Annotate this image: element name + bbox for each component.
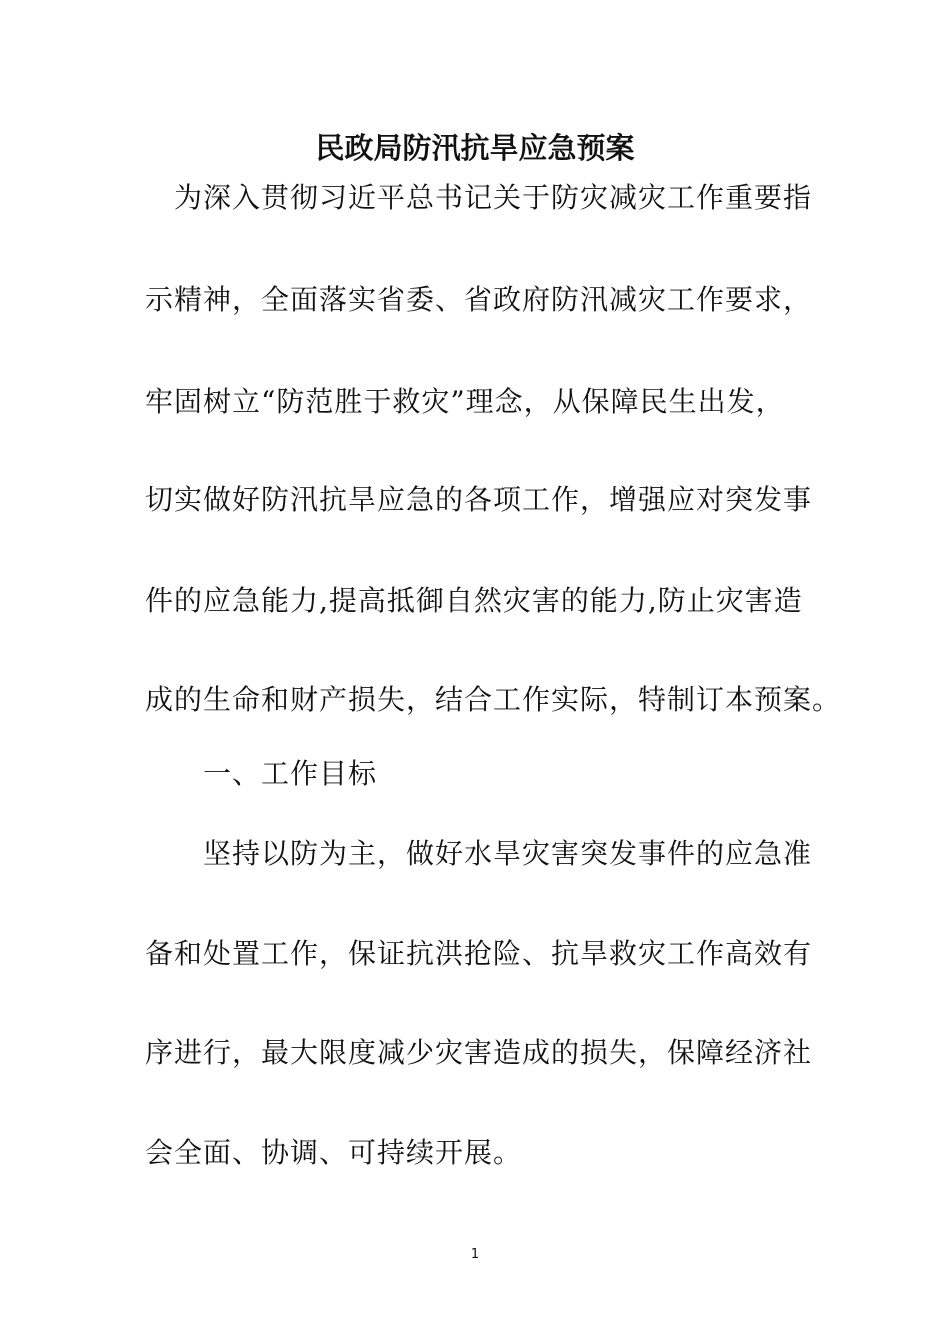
paragraph-line: 牢固树立“防范胜于救灾”理念，从保障民生出发， bbox=[145, 385, 785, 418]
paragraph-line: 为深入贯彻习近平总书记关于防灾减灾工作重要指 bbox=[145, 181, 813, 214]
paragraph-line: 切实做好防汛抗旱应急的各项工作，增强应对突发事 bbox=[145, 483, 813, 516]
paragraph-line: 序进行，最大限度减少灾害造成的损失，保障经济社 bbox=[145, 1036, 813, 1069]
section-heading: 一、工作目标 bbox=[145, 757, 378, 790]
paragraph-line: 备和处置工作，保证抗洪抢险、抗旱救灾工作高效有 bbox=[145, 937, 813, 970]
paragraph-line: 成的生命和财产损失，结合工作实际，特制订本预案。 bbox=[145, 683, 842, 716]
paragraph-line: 示精神，全面落实省委、省政府防汛减灾工作要求， bbox=[145, 283, 813, 316]
paragraph-line: 件的应急能力,提高抵御自然灾害的能力,防止灾害造 bbox=[145, 584, 803, 617]
paragraph-line: 会全面、协调、可持续开展。 bbox=[145, 1136, 523, 1169]
page-number: 1 bbox=[470, 1247, 480, 1262]
paragraph-line: 坚持以防为主，做好水旱灾害突发事件的应急准 bbox=[145, 837, 813, 870]
document-title: 民政局防汛抗旱应急预案 bbox=[315, 131, 635, 165]
